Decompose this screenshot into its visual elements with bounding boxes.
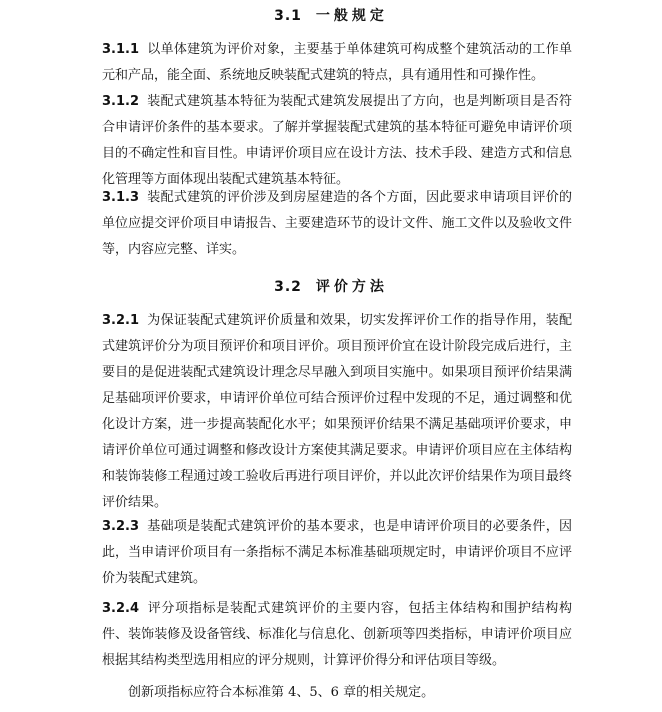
clause-text: 装配式建筑基本特征为装配式建筑发展提出了方向，也是判断项目是否符合申请评价条件的基本要求。了解并掌握装配式建筑的基本特征可避免申请评价项目的不确定性和盲目性。申请评价项目应在设计方法、技术手段、建造方式和信息化管理等方面体现出装配式建筑基本特征。 xyxy=(102,94,572,187)
clause-text: 基础项是装配式建筑评价的基本要求，也是申请评价项目的必要条件，因此，当申请评价项目有一条指标不满足本标准基础项规定时，申请评价项目不应评价为装配式建筑。 xyxy=(102,519,572,586)
clause-3-1-1 xyxy=(102,37,572,89)
clause-text: 装配式建筑的评价涉及到房屋建造的各个方面，因此要求申请项目评价的单位应提交评价项目申请报告、主要建造环节的设计文件、施工文件以及验收文件等，内容应完整、详实。 xyxy=(102,190,572,257)
section-number: 3.1 xyxy=(274,8,302,24)
section-heading-3-1 xyxy=(0,6,662,26)
clause-number: 3.1.3 xyxy=(102,190,140,205)
clause-number: 3.2.3 xyxy=(102,519,140,534)
clause-number: 3.2.1 xyxy=(102,313,140,328)
clause-3-2-3 xyxy=(102,514,572,592)
clause-3-2-4 xyxy=(102,596,572,674)
innovation-paragraph: 创新项指标应符合本标准第 4、5、6 章的相关规定。 xyxy=(128,685,435,700)
clause-text: 为保证装配式建筑评价质量和效果，切实发挥评价工作的指导作用，装配式建筑评价分为项目预评价和项目评价。项目预评价宜在设计阶段完成后进行，主要目的是促进装配式建筑设计理念尽早融入到项目实施中。如果项目预评价结果满足基础项评价要求，申请评价单位可结合预评价过程中发现的不足，通过调整和优化设计方案，进一步提高装配化水平；如果预评价结果不满足基础项评价要求，申请评价单位可通过调整和修改设计方案使其满足要求。申请评价项目应在主体结构和装饰装修工程通过竣工验收后再进行项目评价，并以此次评价结果作为项目最终评价结果。 xyxy=(102,313,572,510)
clause-text: 以单体建筑为评价对象，主要基于单体建筑可构成整个建筑活动的工作单元和产品，能全面、系统地反映装配式建筑的特点，具有通用性和可操作性。 xyxy=(102,42,572,83)
clause-number: 3.2.4 xyxy=(102,601,140,616)
clause-text: 评分项指标是装配式建筑评价的主要内容，包括主体结构和围护结构构件、装饰装修及设备管线、标准化与信息化、创新项等四类指标，申请评价项目应根据其结构类型选用相应的评分规则，计算评价得分和评估项目等级。 xyxy=(102,601,572,668)
clause-number: 3.1.1 xyxy=(102,42,140,57)
section-number: 3.2 xyxy=(274,279,302,295)
clause-number: 3.1.2 xyxy=(102,94,140,109)
section-title-text: 评价方法 xyxy=(315,279,388,295)
section-title-text: 一般规定 xyxy=(315,8,388,24)
clause-3-1-3 xyxy=(102,185,572,263)
clause-3-1-2 xyxy=(102,89,572,193)
clause-3-2-1 xyxy=(102,308,572,516)
section-heading-3-2 xyxy=(0,277,662,297)
